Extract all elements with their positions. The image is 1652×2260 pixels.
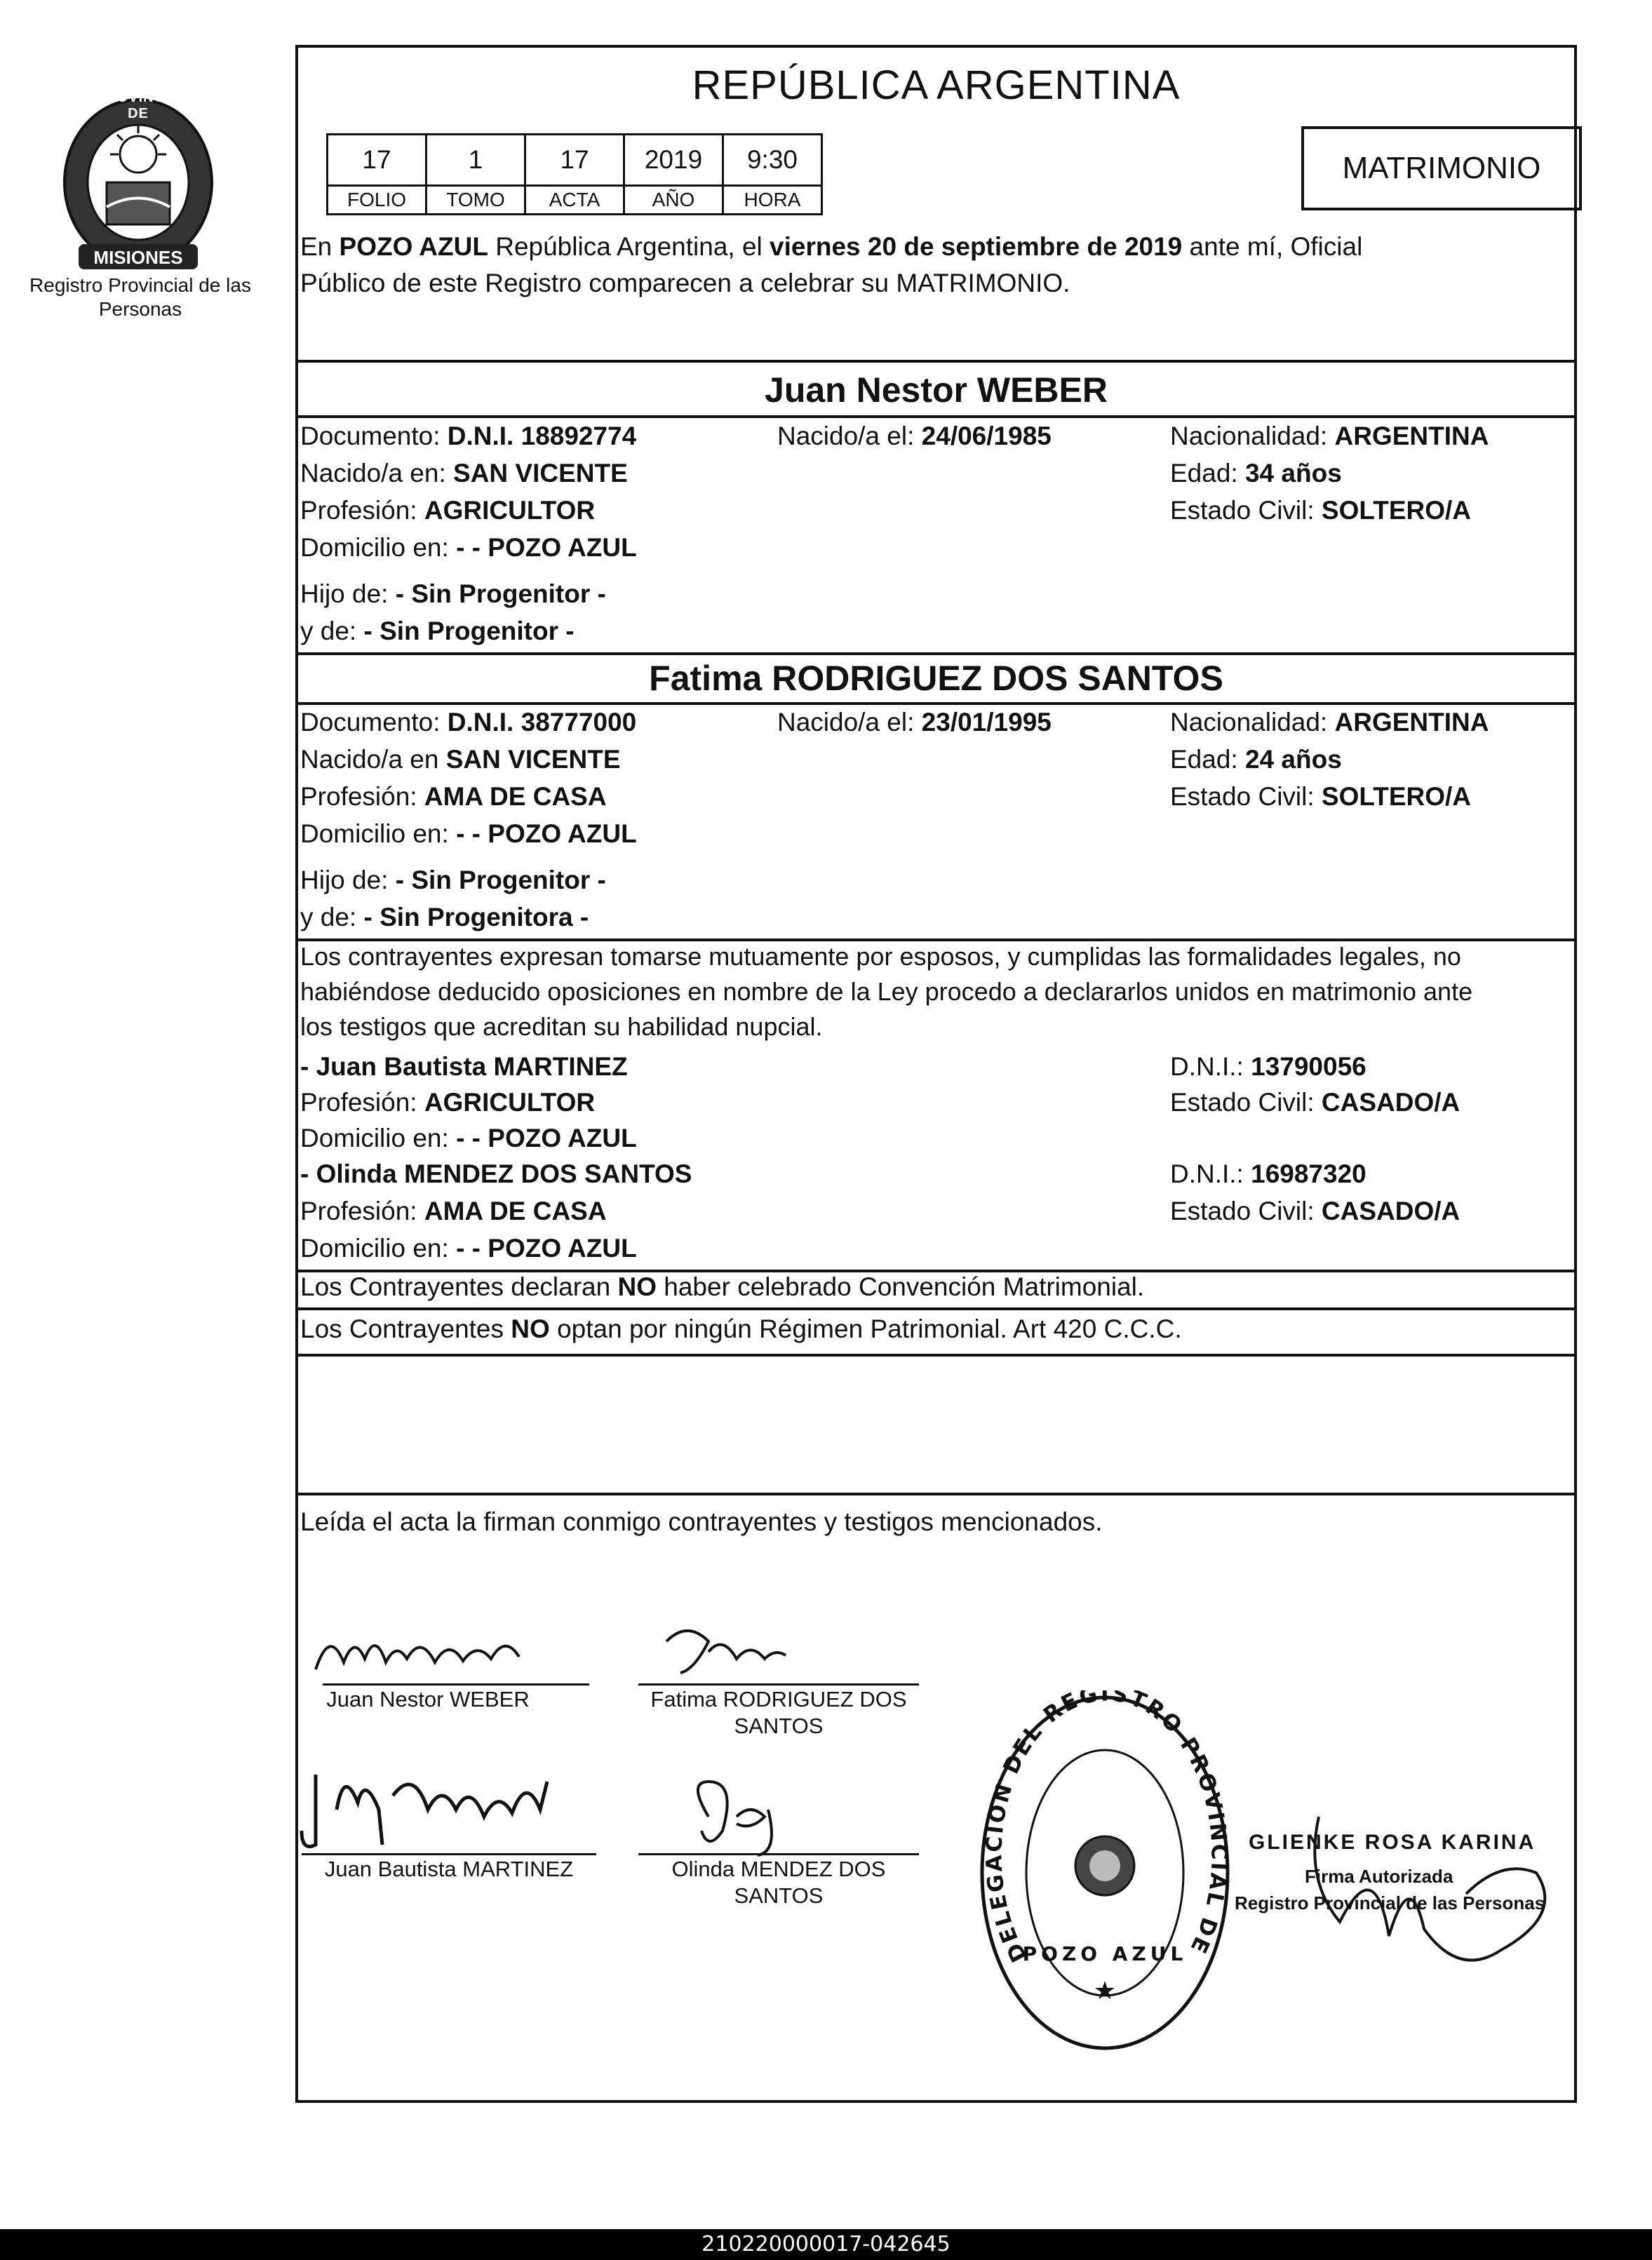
official-stamp	[1235, 1810, 1571, 1999]
tomo-label: TOMO	[427, 186, 525, 215]
signature-line	[302, 1853, 596, 1855]
folio-label: FOLIO	[328, 186, 427, 215]
anio-value: 2019	[624, 135, 723, 186]
convention-line-1: Los Contrayentes declaran NO haber celebrado Convención Matrimonial.	[300, 1272, 1145, 1301]
spouse2-profession: Profesión: AMA DE CASA	[300, 782, 607, 811]
anio-label: AÑO	[624, 186, 723, 215]
witness2-address: Domicilio en: - - POZO AZUL	[300, 1234, 637, 1263]
spouse1-birthdate: Nacido/a el: 24/06/1985	[777, 422, 1052, 450]
signature-line	[638, 1683, 919, 1686]
spouse2-birthplace: Nacido/a en SAN VICENTE	[300, 745, 621, 774]
spouse1-birthplace: Nacido/a en: SAN VICENTE	[300, 459, 628, 487]
folio-value: 17	[328, 135, 427, 186]
spouse2-document: Documento: D.N.I. 38777000	[300, 708, 637, 736]
record-grid	[326, 133, 823, 215]
signature-fatima-rodriguez: Fatima RODRIGUEZ DOS SANTOS	[624, 1620, 926, 1740]
hora-value: 9:30	[723, 135, 822, 186]
witness1-name: - Juan Bautista MARTINEZ	[300, 1052, 628, 1081]
document-code: 210220000017-042645	[0, 2229, 1652, 2260]
spouse1-profession: Profesión: AGRICULTOR	[300, 496, 596, 525]
witness2-name: - Olinda MENDEZ DOS SANTOS	[300, 1159, 692, 1188]
seal-outer-text: DELEGACION DEL REGISTRO PROVINCIAL DE	[981, 1690, 1232, 1967]
acta-value: 17	[525, 135, 624, 186]
intro-date: viernes 20 de septiembre de 2019	[770, 232, 1183, 261]
spouse1-document: Documento: D.N.I. 18892774	[300, 422, 637, 450]
signature-line	[323, 1683, 589, 1686]
spouse1-age: Edad: 34 años	[1170, 459, 1342, 487]
witness1-civil-status: Estado Civil: CASADO/A	[1170, 1088, 1460, 1117]
province-logo	[51, 84, 226, 274]
spouse2-father: Hijo de: - Sin Progenitor -	[300, 866, 606, 894]
divider	[295, 652, 1577, 655]
spouse1-civil-status: Estado Civil: SOLTERO/A	[1170, 496, 1472, 525]
registry-seal	[975, 1690, 1235, 2055]
official-office: Registro Provincial de las Personas	[1235, 1892, 1545, 1913]
spouse1-mother: y de: - Sin Progenitor -	[300, 617, 575, 645]
acta-label: ACTA	[525, 186, 624, 215]
witness2-dni: D.N.I.: 16987320	[1170, 1159, 1366, 1188]
logo-text-bottom: MISIONES	[93, 247, 183, 268]
intro-paragraph: En POZO AZUL República Argentina, el viernes 20 de septiembre de 2019 ante mí, Oficial Público de este Registro comparecen a celebrar su MATRIMONIO.	[300, 232, 1363, 297]
witness2-civil-status: Estado Civil: CASADO/A	[1170, 1197, 1460, 1225]
spouse1-address: Domicilio en: - - POZO AZUL	[300, 533, 637, 562]
intro-place: POZO AZUL	[339, 232, 488, 261]
logo-text-top: PROVINCIA DE	[95, 90, 181, 121]
signature-juan-bautista-martinez: Juan Bautista MARTINEZ	[295, 1754, 617, 1887]
divider	[295, 1354, 1577, 1357]
witness2-profession: Profesión: AMA DE CASA	[300, 1197, 607, 1225]
spouse2-address: Domicilio en: - - POZO AZUL	[300, 819, 637, 848]
reading-statement: Leída el acta la firman conmigo contrayentes y testigos mencionados.	[300, 1507, 1103, 1536]
spouse2-age: Edad: 24 años	[1170, 745, 1342, 774]
spouse1-name: Juan Nestor WEBER	[765, 370, 1108, 410]
svg-text:★: ★	[1093, 1976, 1117, 2005]
hora-label: HORA	[723, 186, 822, 215]
signature-juan-nestor-weber: Juan Nestor WEBER	[302, 1620, 603, 1718]
spouse2-nationality: Nacionalidad: ARGENTINA	[1170, 708, 1489, 736]
spouse2-civil-status: Estado Civil: SOLTERO/A	[1170, 782, 1472, 811]
divider	[295, 360, 1577, 363]
convention-line-2: Los Contrayentes NO optan por ningún Régimen Patrimonial. Art 420 C.C.C.	[300, 1314, 1182, 1343]
divider	[295, 1493, 1577, 1495]
act-type-box: MATRIMONIO	[1301, 126, 1582, 210]
svg-text:DELEGACION DEL REGISTRO PROVIN	[975, 1690, 1232, 1969]
official-name: GLIENKE ROSA KARINA	[1249, 1831, 1536, 1854]
spouse1-nationality: Nacionalidad: ARGENTINA	[1170, 422, 1489, 450]
declaration-paragraph: Los contrayentes expresan tomarse mutuamente por esposos, y cumplidas las formalidades legales, no habiéndose deducido oposiciones en nombre de la Ley procedo a declararlos unidos en matrimonio ante los testigos que acreditan su habilidad nupcial.	[300, 942, 1473, 1041]
spouse2-name: Fatima RODRIGUEZ DOS SANTOS	[649, 659, 1223, 698]
spouse2-mother: y de: - Sin Progenitora -	[300, 903, 589, 931]
official-role: Firma Autorizada	[1305, 1866, 1453, 1887]
divider	[295, 1307, 1577, 1310]
witness1-address: Domicilio en: - - POZO AZUL	[300, 1124, 637, 1152]
seal-inner-text: POZO AZUL	[1022, 1942, 1188, 1965]
tomo-value: 1	[427, 135, 525, 186]
witness1-dni: D.N.I.: 13790056	[1170, 1052, 1366, 1081]
signature-olinda-mendez: Olinda MENDEZ DOS SANTOS	[631, 1768, 926, 1908]
signature-line	[638, 1853, 919, 1855]
witness1-profession: Profesión: AGRICULTOR	[300, 1088, 596, 1117]
spouse2-birthdate: Nacido/a el: 23/01/1995	[777, 708, 1052, 736]
document-title: REPÚBLICA ARGENTINA	[692, 62, 1181, 108]
registry-name: Registro Provincial de las Personas	[29, 274, 251, 320]
divider	[295, 415, 1577, 418]
spouse1-father: Hijo de: - Sin Progenitor -	[300, 579, 606, 608]
